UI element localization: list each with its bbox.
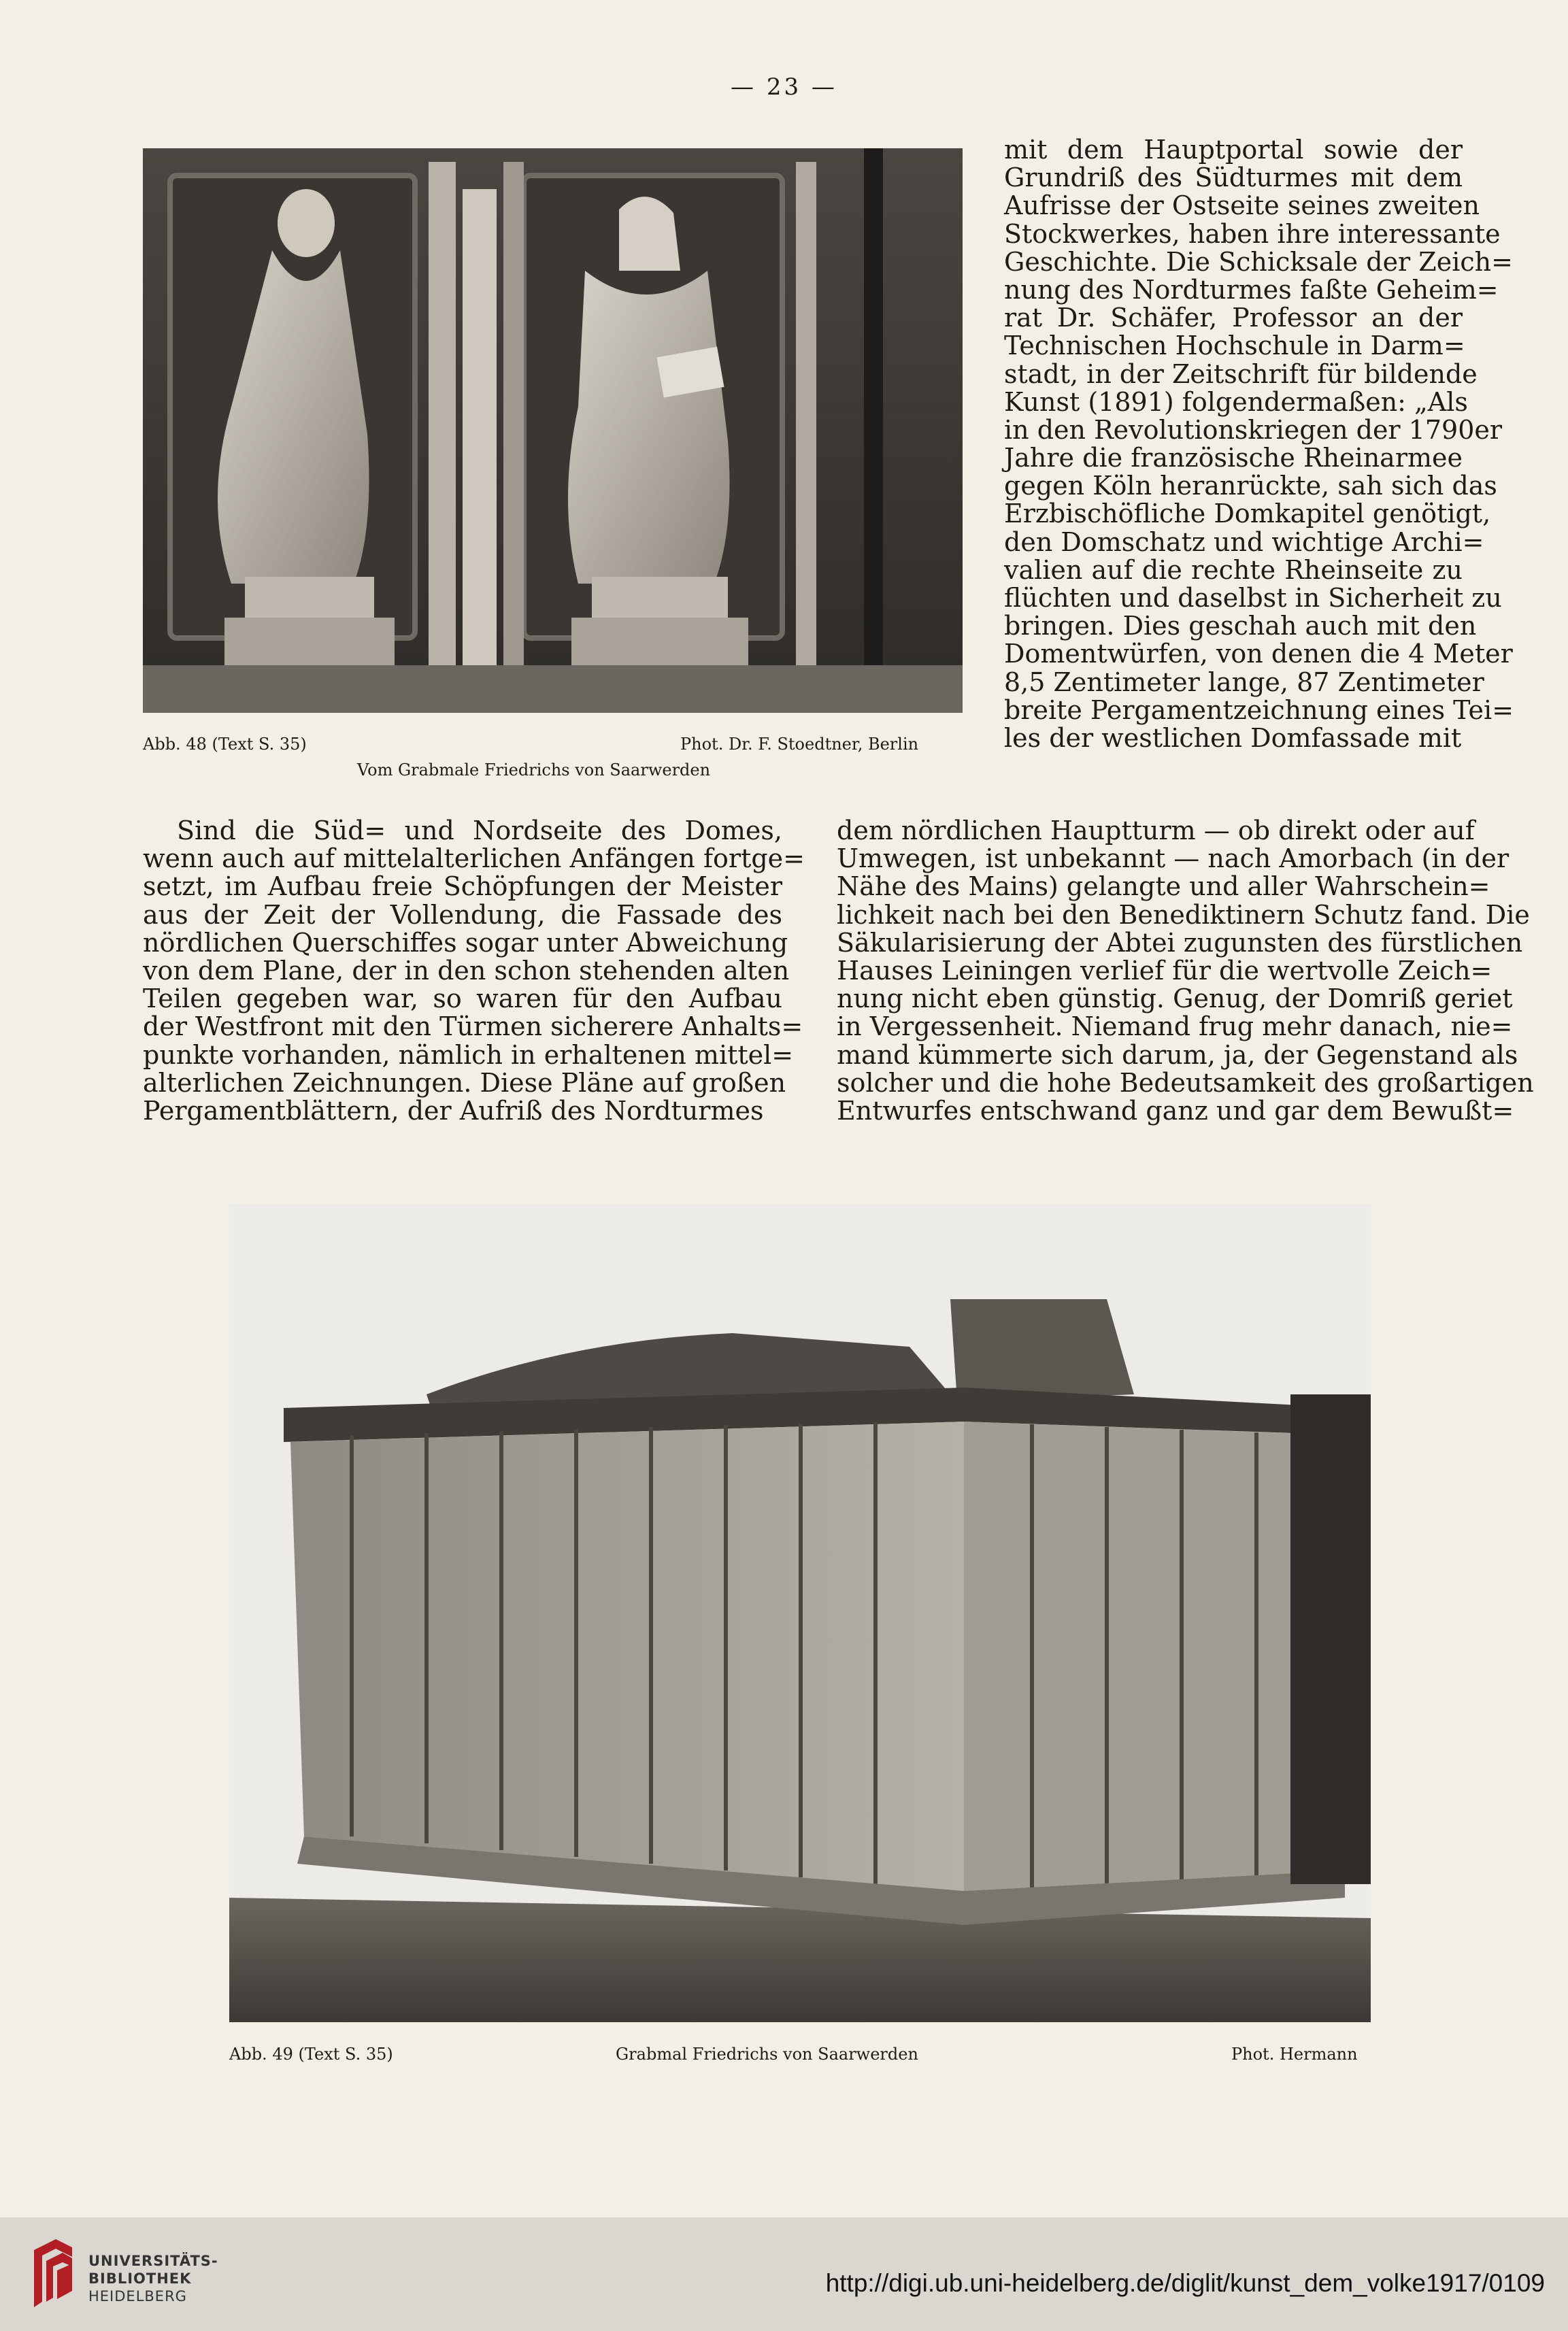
text-line: Entwurfes entschwand ganz und gar dem Bewußt= [837,1095,1514,1126]
text-line: flüchten und daselbst in Sicherheit zu [1004,583,1502,613]
text-line: stadt, in der Zeitschrift für bildende [1004,358,1478,389]
text-line: Grundriß des Südturmes mit dem [1004,163,1463,193]
logo-line-2: BIBLIOTHEK [88,2270,192,2287]
text-line: Umwegen, ist unbekannt — nach Amorbach (in der [837,843,1509,874]
text-line: nung nicht eben günstig. Genug, der Domriß geriet [837,984,1513,1014]
text-line: den Domschatz und wichtige Archi= [1004,526,1484,557]
text-line: mand kümmerte sich darum, ja, der Gegenstand als [837,1039,1518,1070]
text-line: Erzbischöfliche Domkapitel genötigt, [1004,499,1491,529]
text-line: breite Pergamentzeichnung eines Tei= [1004,694,1514,725]
text-line: Pergamentblättern, der Aufriß des Nordturmes [143,1095,764,1126]
text-line: aus der Zeit der Vollendung, die Fassade des [143,899,782,930]
text-line: alterlichen Zeichnungen. Diese Pläne auf großen [143,1067,786,1098]
left-column-text [143,816,805,1126]
text-line: Geschichte. Die Schicksale der Zeich= [1004,246,1513,277]
text-line: Technischen Hochschule in Darm= [1004,331,1465,361]
text-line: Nähe des Mains) gelangte und aller Wahrschein= [837,871,1490,902]
text-line: rat Dr. Schäfer, Professor an der [1004,303,1463,333]
text-line: Sind die Süd= und Nordseite des Domes, [177,816,782,845]
text-line: in Vergessenheit. Niemand frug mehr danach, nie= [837,1011,1513,1042]
text-line: von dem Plane, der in den schon stehenden alten [143,955,790,986]
tomb-sculpture-image [229,1204,1371,2022]
right-lower-text [837,816,1534,1126]
logo-line-3: HEIDELBERG [88,2288,187,2304]
text-line: Aufrisse der Ostseite seines zweiten [1004,190,1480,221]
text-line: setzt, im Aufbau freie Schöpfungen der Meister [143,871,782,902]
text-line: lichkeit nach bei den Benediktinern Schutz fand. Die [837,899,1530,930]
text-line: Jahre die französische Rheinarmee [1004,443,1463,473]
text-line: dem nördlichen Hauptturm — ob direkt oder auf [837,816,1475,845]
text-line: mit dem Hauptportal sowie der [1004,135,1463,165]
text-line: punkte vorhanden, nämlich in erhaltenen mittel= [143,1039,794,1070]
text-line: Hauses Leiningen verlief für die wertvolle Zeich= [837,955,1492,986]
text-line: Teilen gegeben war, so waren für den Aufbau [143,984,782,1014]
source-url-link[interactable]: http://digi.ub.uni-heidelberg.de/diglit/kunst_dem_volke1917/0109 [825,2269,1545,2297]
right-column-text [1004,135,1514,753]
figure-48-label: Abb. 48 (Text S. 35) [143,735,307,754]
library-logo-icon [29,2236,78,2311]
text-line: 8,5 Zentimeter lange, 87 Zentimeter [1004,667,1484,697]
text-line: wenn auch auf mittelalterlichen Anfängen fortge= [143,843,805,874]
text-line: in den Revolutionskriegen der 1790er [1004,414,1503,445]
footer-bar [0,2217,1568,2331]
figure-48-credit: Phot. Dr. F. Stoedtner, Berlin [680,735,919,754]
text-line: Kunst (1891) folgendermaßen: „Als [1004,386,1468,417]
figure-49-photo [229,1204,1371,2022]
text-line: nung des Nordturmes faßte Geheim= [1004,274,1499,305]
text-line: Domentwürfen, von denen die 4 Meter [1004,639,1513,669]
text-line: gegen Köln heranrückte, sah sich das [1004,471,1497,501]
figure-48-title: Vom Grabmale Friedrichs von Saarwerden [357,760,711,779]
figure-49-label: Abb. 49 (Text S. 35) [229,2045,393,2064]
page-number: — 23 — [731,73,837,101]
text-line: Säkularisierung der Abtei zugunsten des fürstlichen [837,927,1523,958]
text-line: valien auf die rechte Rheinseite zu [1004,554,1463,585]
text-line: bringen. Dies geschah auch mit den [1004,611,1477,641]
text-line: les der westlichen Domfassade mit [1004,722,1462,753]
figure-49-title: Grabmal Friedrichs von Saarwerden [616,2045,918,2064]
logo-line-1: UNIVERSITÄTS- [88,2253,218,2269]
figure-49-credit: Phot. Hermann [1231,2045,1358,2064]
seated-saints-sculpture-image [143,148,963,713]
text-line: solcher und die hohe Bedeutsamkeit des großartigen [837,1067,1534,1098]
figure-48-photo [143,148,963,713]
text-line: nördlichen Querschiffes sogar unter Abweichung [143,927,788,958]
text-line: der Westfront mit den Türmen sicherere Anhalts= [143,1011,803,1042]
text-line: Stockwerkes, haben ihre interessante [1004,218,1501,249]
